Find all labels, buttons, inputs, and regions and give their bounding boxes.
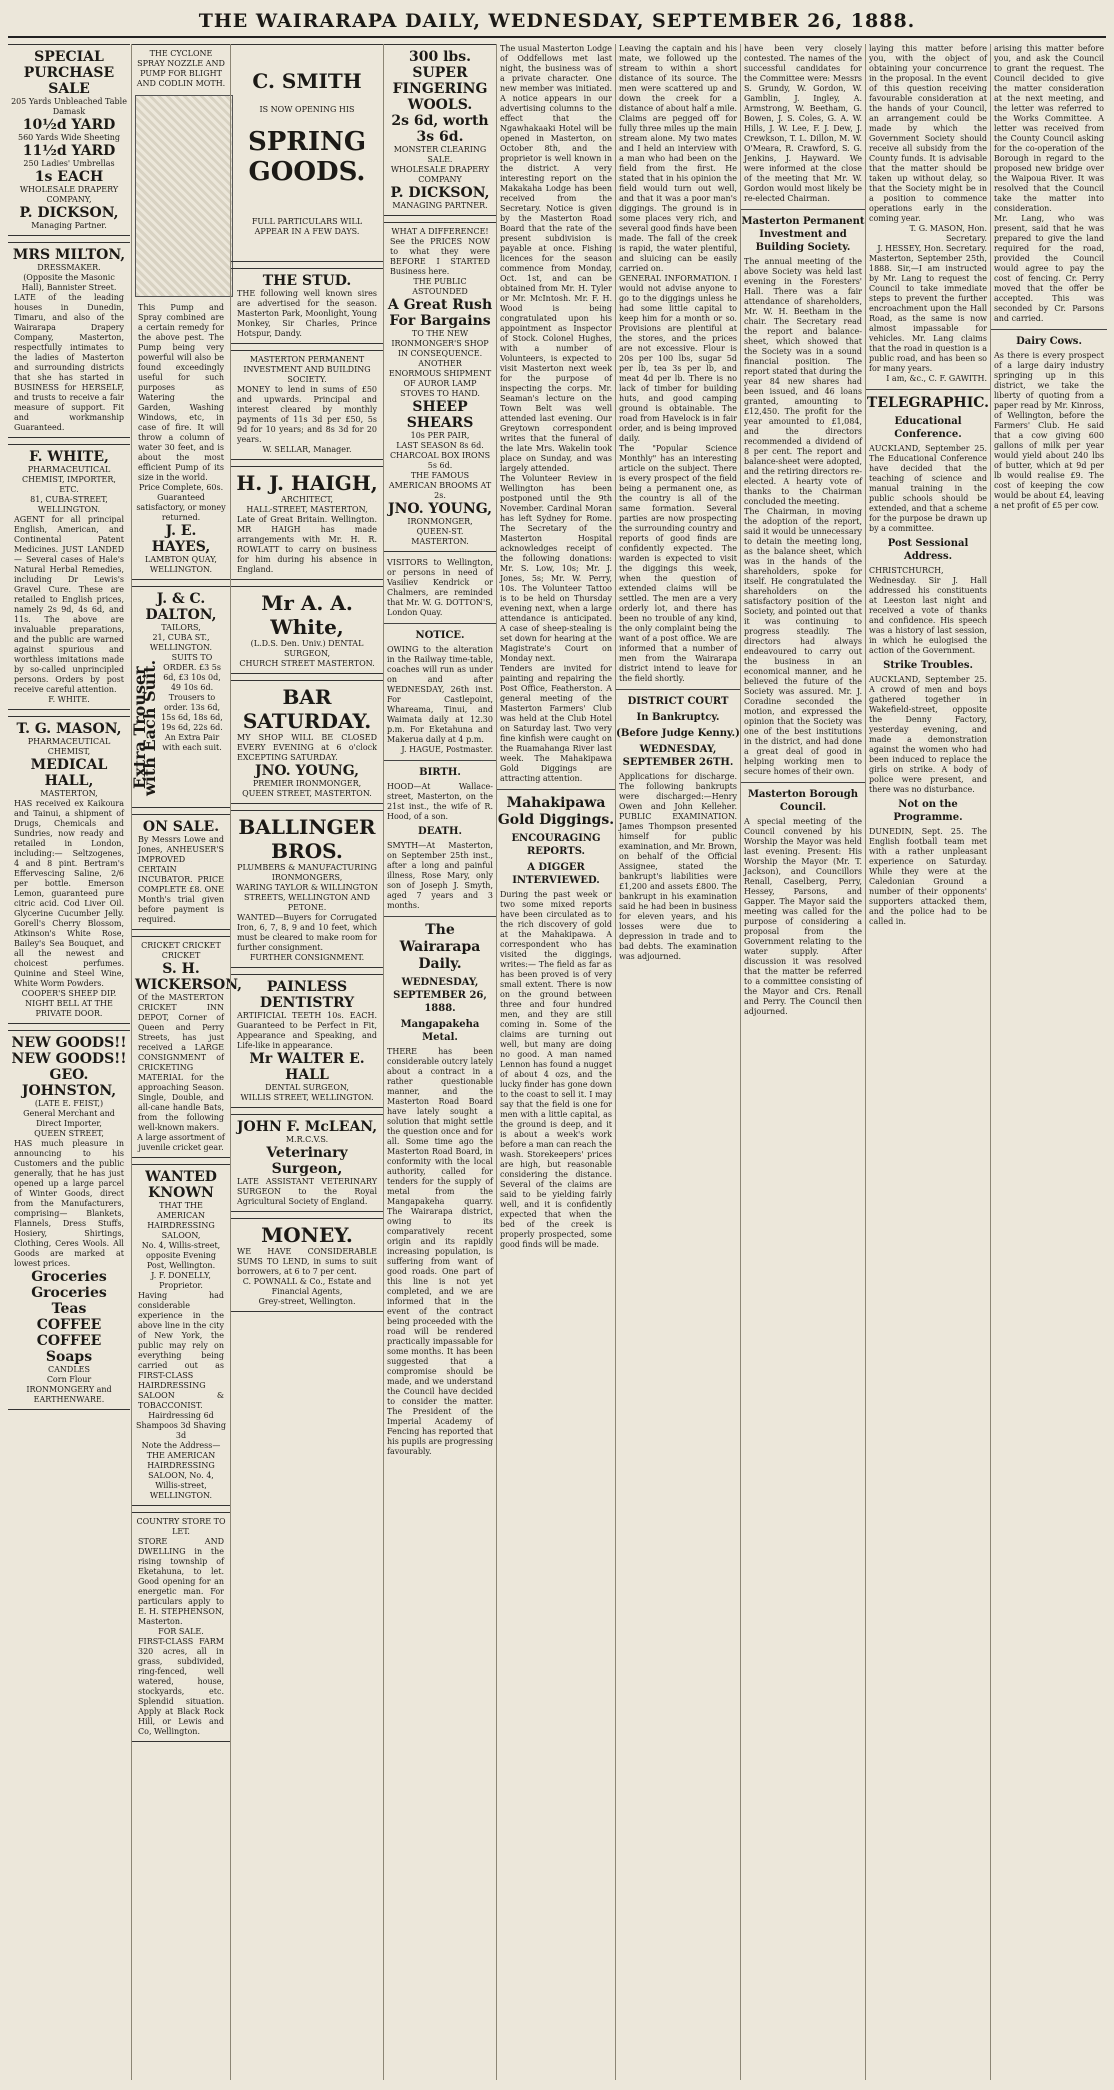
ad-role: ARCHITECT, (280, 495, 334, 504)
ad-address: HALL-STREET, MASTERTON, (246, 505, 368, 514)
ad-signature: F. WHITE. (48, 695, 90, 704)
ad-body: ARTIFICIAL TEETH 10s. EACH. Guaranteed to be Perfect in Fit, Appearance and Speaking, and Life-like in appearance. (237, 1011, 377, 1050)
ad-role: PHARMACEUTICAL CHEMIST, (27, 737, 111, 756)
news-paragraphs: The Volunteer Review in Wellington has been postponed until the 9th November. Cardinal Moran has left Sydney for Rome. The Secretary of the Masterton Hospital acknowledges receipt of the following donations: Mr. S. Low, 10s; Mr. J. Jones, 5s; Mr. W. Perry, 10s. The Volunteer Tattoo is to be held on Thursday evening next, when a large attendance is anticipated. A case of sheep-stealing is set down for hearing at the Magistrate's Court on Monday next. (500, 474, 612, 663)
ad-name: Mr A. A. White, (261, 591, 353, 639)
article-body: The "Popular Science Monthly" has an interesting article on the subject. There is every prospect of the field being a permanent one, as the country is all of the same formation. Several parties are now prospecting the surrounding country and reports of good finds are confidently expected. The warden is expected to visit the diggings this week, when the question of extended claims will be settled. The men are a very orderly lot, and there has been no trouble of any kind, the only complaint being the want of a post office. We are informed that a number of men from the Wairarapa district intend to leave for the field shortly. (619, 444, 737, 683)
ad-name: JOHN F. McLEAN, (236, 1119, 378, 1135)
ad-line: IRONMONGERY and EARTHENWARE. (26, 1385, 112, 1404)
article-body: Leaving the captain and his mate, we followed up the stream to within a short distance of its source. The men were scattered up and down the creek for a distance of about half a mile. Claims are pegged off for fully three miles up the main stream alone. My two mates and I held an interview with a man who had been on the field from the first. He stated that in his opinion the field would turn out well, and that it was a poor man's diggings. The ground is in some places very rich, and several good finds have been made. The fall of the creek is rapid, the water plentiful, and sluicing can be easily carried on. (619, 44, 737, 273)
ad-role: DRESSMAKER. (37, 263, 101, 272)
visitors-notice: VISITORS to Wellington, or persons in need of Vasiliev Kendrick or Chalmers, are reminded that Mr. W. G. DOTTON'S, London Quay. (387, 558, 493, 617)
article-body: During the past week or two some mixed reports have been circulated as to the rich discovery of gold at the Mahakipawa. A correspondent who has visited the diggings, writes:— The field as far as has been proved is of very small extent. There is now on the ground between three and four hundred men, and they are still coming in. Some of the claims are turning out well, but many are doing no good. A man named Lennon has found a nugget of about 4 ozs, and the lucky finder has gone down to the coast to sell it. I may say that the field is one for men with a little capital, as the ground is deep, and it is about a week's work before a man can reach the wash. Storekeepers' prices are high, but reasonable considering the distance. Several of the claims are said to be yielding fairly well, and it is confidently expected that when the bed of the creek is properly prospected, some good finds will be made. (500, 890, 612, 1249)
ad-role: General Merchant and Direct Importer, (23, 1109, 115, 1128)
ad-price: 10s PER PAIR, (410, 431, 470, 440)
ad-title: SPECIAL PURCHASE SALE (23, 49, 115, 97)
court-judge: (Before Judge Kenny.) (616, 728, 740, 739)
column-1 (8, 44, 130, 2080)
ballinger-ad (231, 810, 383, 968)
white-dental-ad (231, 586, 383, 674)
money-ad (231, 1218, 383, 1312)
article-title: Masterton Borough Council. (747, 789, 859, 813)
ad-subtitle: THAT THE AMERICAN HAIRDRESSING SALOON, (147, 1201, 215, 1240)
ad-title: ON SALE. (142, 819, 220, 835)
ad-address: CHURCH STREET MASTERTON. (239, 659, 375, 668)
article-body: CHRISTCHURCH, Wednesday. Sir J. Hall addressed his constituents at Leeston last night and received a vote of thanks and confidence. His speech was a history of last session, in which he eulogised the action of the Government. (869, 566, 987, 655)
news-paragraphs: Tenders are invited for painting and repairing the Post Office, Featherston. A general meeting of the Masterton Farmers' Club was held at the Club Hotel on Saturday last. Two very fine kinfish were caught on the Ruamahanga River last week. The Mahakipawa Gold Diggings are attracting attention. (500, 664, 612, 783)
ad-role: PHARMACEUTICAL CHEMIST, IMPORTER, ETC. (22, 465, 116, 494)
ad-line: 560 Yards Wide Sheeting (17, 133, 121, 142)
article-title: Masterton Permanent Investment and Building Society. (741, 216, 865, 253)
ad-name: JNO. YOUNG, (387, 501, 493, 517)
ad-title: MASTERTON PERMANENT INVESTMENT AND BUILDING SOCIETY. (243, 355, 371, 384)
article-signature: I am, &c., C. F. GAWITH. (886, 374, 987, 383)
article-title: Not on the Programme. (893, 799, 963, 823)
ad-role: PREMIER IRONMONGER, (252, 779, 362, 788)
article-body: arising this matter before you, and ask the Council to grant the request. The Council decided to give the matter consideration at the next meeting, and the letter was referred to the Works Committee. A letter was received from the County Council asking for the co-operation of the Borough in regard to the proposed new bridge over the Waipoua River. It was resolved that the Council take the matter into consideration. (994, 44, 1104, 213)
ad-address: QUEEN STREET, (34, 1129, 104, 1138)
deaths-body: SMYTH—At Masterton, on September 25th inst., after a long and painful illness, Rose Mary, only son of Joseph J. Smyth, aged 7 years and 3 months. (387, 841, 493, 910)
notice-title: NOTICE. (415, 630, 465, 641)
ad-headline: WHAT A DIFFERENCE! (391, 227, 489, 236)
ad-title: SUPER FINGERING WOOLS. (392, 65, 488, 113)
ad-body: By Messrs Lowe and Jones, ANHEUSER'S IMPROVED CERTAIN INCUBATOR. PRICE COMPLETE £8. ONE Month's trial given before payment is required. (138, 835, 224, 924)
ad-line: Corn Flour (46, 1375, 92, 1384)
ad-name: Mr WALTER E. HALL (249, 1051, 365, 1083)
country-store-ad (132, 1512, 230, 1742)
ad-line: THE PUBLIC ASTOUNDED (412, 277, 468, 296)
ad-subtitle: MONSTER CLEARING SALE. (393, 145, 487, 164)
divider (866, 389, 990, 390)
ad-subtitle: Veterinary Surgeon, (266, 1145, 348, 1177)
ad-address: MASTERTON, (40, 789, 98, 798)
ad-role: Managing Partner. (31, 221, 107, 230)
divider (616, 689, 740, 690)
ad-line: Guaranteed satisfactory, or money returned. (136, 493, 226, 522)
ad-firm: WHOLESALE DRAPERY COMPANY (390, 165, 490, 184)
ad-role: DENTAL SURGEON, (265, 1083, 349, 1092)
ad-body: This Pump and Spray combined are a certain remedy for the above pest. The Pump being very powerful will also be found exceedingly useful for such purposes as Watering the Garden, Washing Windows, etc, in case of fire. It will throw a column of water 30 feet, and is about the most efficient Pump of its size in the world. (138, 303, 224, 482)
column-6 (615, 44, 740, 2080)
extra-trouser-vertical: Extra Trouser with Each Suit. (130, 659, 159, 797)
article-title: Dairy Cows. (1016, 336, 1082, 347)
court-title: DISTRICT COURT (627, 696, 729, 707)
johnston-ad (8, 1030, 130, 1410)
section-title: TELEGRAPHIC. (866, 395, 990, 411)
ad-name: C. SMITH (252, 69, 362, 93)
ad-line: An Extra Pair with each suit. (162, 733, 222, 752)
cricket-ad (132, 936, 242, 1158)
ad-name: MRS MILTON, (12, 247, 126, 263)
ad-body: HAS much pleasure in announcing to his Customers and the public generally, that he has just opened up a large parcel of Winter Goods, direct from the Manufacturers, comprising— Blankets, Flannels, Dress Stuffs, Hosiery, Shirtings, Clothing, Ceres Wools. All Goods are marked at lowest prices. (14, 1139, 124, 1268)
ad-line: CANDLES (48, 1365, 90, 1374)
divider (741, 782, 865, 783)
editorial-date: WEDNESDAY, SEPTEMBER 26, 1888. (393, 977, 487, 1014)
ad-title: THE CYCLONE SPRAY NOZZLE AND PUMP FOR BLIGHT AND CODLIN MOTH. (136, 49, 226, 88)
ad-address: WILLIS STREET, WELLINGTON. (240, 1093, 374, 1102)
ad-address: 81, CUBA-STREET, WELLINGTON. (30, 495, 108, 514)
ad-headline: SPRING GOODS. (247, 127, 367, 187)
milton-ad (8, 242, 130, 438)
ad-body: LATE of the leading houses in Dunedin, Timaru, and also of the Wairarapa Drapery Company, Masterton, respectfully intimates to the ladies of Masterton and surrounding districts that she has started in BUSINESS for HERSELF, and trusts to receive a fair measure of support. Fit and workmanship Guaranteed. (14, 293, 124, 432)
ad-footer: NIGHT BELL AT THE PRIVATE DOOR. (25, 999, 113, 1018)
article-body: As there is every prospect of a large dairy industry springing up in this district, we take the liberty of quoting from a paper read by Mr. Kinross, of Wellington, before the Farmers' Club. He said that a cow giving 600 gallons of milk per year would yield about 240 lbs of butter, which at 9d per lb would realise £9. The cost of keeping the cow would be about £4, leaving a net profit of £5 per cow. (994, 351, 1104, 510)
ad-body: See the PRICES NOW to what they were BEFORE I STARTED Business here. (390, 237, 490, 276)
ad-name: S. H. WICKERSON, (135, 961, 242, 993)
article-signature: T. G. MASON, Hon. Secretary. (909, 224, 987, 243)
ad-body: MY SHOP WILL BE CLOSED EVERY EVENING at 6 o'clock EXCEPTING SATURDAY. (237, 733, 377, 762)
ad-line: CHARCOAL BOX IRONS 5s 6d. (389, 451, 491, 470)
news-paragraphs: The usual Masterton Lodge of Oddfellows met last night, the business was of a private character. One new member was initiated. A notice appears in our advertising columns to the effect that the Ngawhakaaki Hotel will be opened in Masterton, on October 8th, and the proprietor is well known in the district. A very interesting report on the Makakaha Lodge has been received from the Secretary. Notice is given by the Masterton Road Board that the rate of the present subdivision is payable at once. Fishing licences for the season commence from Monday, Oct. 1st, and can be obtained from Mr. H. Tyler or Mr. McIntosh. Mr. F. H. Wood is being congratulated upon his appointment as Inspector of Stock. Colonel Hughes, with a number of Volunteers, is expected to visit Masterton next week for the purpose of inspecting the corps. Mr. Seaman's lecture on the Town Belt was well attended last evening. Our Greytown correspondent writes that the funeral of the late Mrs. Wakelin took place on Sunday, and was largely attended. (500, 44, 612, 473)
editorial-title: Mangapakeha Metal. (400, 1019, 480, 1043)
ad-body: STORE AND DWELLING in the rising township of Eketahuna, to let. Good opening for an energetic man. For particulars apply to E. H. STEPHENSON, Masterton. (138, 1537, 224, 1626)
editorial-masthead: The Wairarapa Daily. (399, 922, 481, 972)
ad-role: MANAGING PARTNER. (392, 201, 488, 210)
ad-title: THE STUD. (262, 273, 352, 289)
ad-address: Note the Address— THE AMERICAN HAIRDRESSING SALOON, No. 4, Willis-street, WELLINGTON. (141, 1441, 221, 1500)
ad-role: (L.D.S. Den. Univ.) DENTAL SURGEON, (250, 639, 364, 658)
ad-body: Of the MASTERTON CRICKET INN DEPOT, Corner of Queen and Perry Streets, has just received a LARGE CONSIGNMENT of CRICKETING MATERIAL for the approaching Season. Single, Double, and all-cane handle Bats, from the following well-known makers. (138, 993, 224, 1132)
article-title: Strike Troubles. (883, 660, 973, 671)
ad-title: MONEY. (261, 1223, 353, 1247)
ad-line: LAST SEASON 8s 6d. (396, 441, 484, 450)
mason-ad (8, 716, 130, 1024)
ad-line: TO THE NEW IRONMONGER'S SHOP IN CONSEQUENCE. (391, 329, 489, 358)
column-3 (230, 44, 383, 2080)
ad-prices: Hairdressing 6d Shampoos 3d Shaving 3d (136, 1411, 226, 1440)
ad-title: COUNTRY STORE TO LET. (136, 1517, 226, 1536)
article-subtitle: ENCOURAGING REPORTS. (511, 833, 601, 857)
article-title: Post Sessional Address. (887, 538, 969, 562)
ad-title: WANTED KNOWN (145, 1169, 217, 1201)
ad-footer: A large assortment of juvenile cricket gear. (137, 1133, 225, 1152)
divider (384, 623, 496, 624)
hairdressing-ad (132, 1164, 230, 1506)
ad-name: J. & C. DALTON, (145, 591, 217, 623)
masthead (8, 10, 1106, 38)
column-5 (496, 44, 615, 2080)
ad-name: GEO. JOHNSTON, (21, 1067, 117, 1099)
court-subtitle: In Bankruptcy. (636, 712, 720, 723)
ad-title: FOR SALE. (158, 1627, 204, 1636)
ad-line: 205 Yards Unbleached Table Damask (11, 97, 127, 116)
ad-role: PLUMBERS & MANUFACTURING IRONMONGERS, (237, 863, 377, 882)
ad-line: 10½d YARD (22, 117, 116, 133)
ad-body: FIRST-CLASS FARM 320 acres, all in grass, subdivided, ring-fenced, well watered, house, stockyards, etc. Splendid situation. Apply at Black Rock Hill, or Lewis and Co, Wellington. (138, 1637, 224, 1736)
young-ironmonger-ad (384, 222, 496, 552)
article-body: Mr. Lang, who was present, said that he was prepared to give the land required for the road, provided the Council would agree to pay the cost of fencing. Cr. Perry moved that the offer be accepted. This was seconded by Cr. Parsons and carried. (994, 214, 1104, 323)
ad-body: Late of Great Britain. Wellington. MR HAIGH has made arrangements with Mr. H. R. ROWLATT to carry on business for him during his absence in England. (237, 515, 377, 574)
divider (991, 329, 1107, 330)
ad-subtitle: MEDICAL HALL, (30, 757, 108, 789)
column-2 (130, 44, 242, 2080)
ad-signature: C. POWNALL & Co., Estate and Financial Agents, (242, 1277, 372, 1296)
ad-headline: Teas (51, 1301, 87, 1317)
editorial-body: THERE has been considerable outcry lately about a contract in a rather questionable manner, and the Masterton Road Board have lately sought a solution that might settle the question once and for all. Some time ago the Masterton Road Board, in conformity with the local authority, called for tenders for the supply of metal from the Mangapakeha quarry. The Wairarapa district, owing to its comparatively recent origin and its rapidly increasing population, is suffering from want of good roads. One part of this line is not yet completed, and we are informed that in the event of the contract being proceeded with the road will be rendered practically impassable for some months. It has been suggested that a compromise should be made, and we understand the Council have decided to consider the matter. The President of the Imperial Academy of Fencing has reported that his pupils are progressing favourably. (387, 1047, 493, 1456)
ad-body: AGENT for all principal English, American, and Continental Patent Medicines. JUST LANDED — Several cases of Hale's Natural Herbal Remedies, including Dr Lewis's Gravel Cure. These are retailed to English prices, namely 2s 9d, 4s 6d, and 11s. The above are invaluable preparations, and the public are warned against spurious and worthless imitations made by so-called unprincipled persons. Orders by post receive careful attention. (14, 515, 124, 694)
ad-headline: 300 lbs. (409, 49, 471, 65)
article-signature: J. HESSEY, Hon. Secretary. (877, 244, 987, 253)
ad-address: WARING TAYLOR & WILLINGTON STREETS, WELLINGTON AND PETONE. (236, 883, 378, 912)
ad-line: ANOTHER (418, 359, 462, 368)
article-body: laying this matter before you, with the object of obtaining your concurrence in the proposal. In the event of this question receiving favourable consideration at the hands of your Council, an arrangement could be made by which the Government Society should receive all subsidy from the County funds. It is advisable that the matter should be taken up without delay, so that the Society might be in a position to commence operations early in the coming year. (869, 44, 987, 223)
ad-firm: WHOLESALE DRAPERY COMPANY, (19, 185, 119, 204)
spray-pump-illustration (135, 95, 233, 297)
ad-headline: CRICKET CRICKET CRICKET (141, 941, 221, 960)
ad-address: LAMBTON QUAY, WELLINGTON. (145, 555, 217, 574)
ad-body: THE following well known sires are advertised for the season. Masterton Park, Moonlight, Young Monkey, Sir Charles, Prince Hotspur, Dandy. (237, 289, 377, 338)
ad-headline: NEW GOODS!! NEW GOODS!! (11, 1035, 127, 1067)
article-body: A special meeting of the Council convened by his Worship the Mayor was held last evening. Present: His Worship the Mayor (Mr. T. Jackson), and Councillors Renall, Caselberg, Perry, Hessey, Parsons, and Gapper. The Mayor said the meeting was called for the purpose of considering a proposal from the Government relating to the water supply. After discussion it was resolved that the matter be referred to a committee consisting of the Mayor and Crs. Renall and Perry. The Council then adjourned. (744, 817, 862, 1016)
building-society-ad (231, 350, 383, 460)
ad-headline: Soaps (45, 1349, 93, 1365)
ad-address: (Opposite the Masonic Hall), Bannister Street. (21, 273, 117, 292)
ad-headline: SHEEP SHEARS (406, 399, 474, 431)
ad-address: QUEEN STREET, MASTERTON. (242, 789, 372, 798)
ad-subtitle: (LATE E. FEIST,) (34, 1099, 104, 1108)
article-title: Educational Conference. (894, 416, 962, 440)
divider (497, 789, 615, 790)
ad-role: TAILORS, (161, 623, 201, 632)
divider (384, 916, 496, 917)
bar-saturday-ad (231, 680, 383, 804)
special-purchase-ad (8, 44, 130, 236)
painless-dentistry-ad (231, 974, 383, 1108)
ad-body: WE HAVE CONSIDERABLE SUMS TO LEND, in sums to suit borrowers, at 6 to 7 per cent. (237, 1247, 377, 1276)
ad-body: WANTED—Buyers for Corrugated Iron, 6, 7, 8, 9 and 10 feet, which must be cleared to make room for further consignment. (237, 913, 377, 952)
ad-footer: FURTHER CONSIGNMENT. (249, 953, 365, 962)
ad-name: J. F. DONELLY, Proprietor. (151, 1271, 211, 1290)
ad-role: M.R.C.V.S. (285, 1135, 329, 1144)
ad-body: LATE ASSISTANT VETERINARY SURGEON to the Royal Agricultural Society of England. (237, 1177, 377, 1206)
ad-address: QUEEN-ST. MASTERTON. (411, 527, 469, 546)
article-body: The annual meeting of the above Society was held last evening in the Foresters' Hall. There was a fair attendance of shareholders, Mr. W. H. Beetham in the chair. The Secretary read the report and balance-sheet, which showed that the Society was in a sound financial position. The report stated that during the year 84 new shares had been issued, and 46 loans granted, amounting to £12,450. The profit for the year amounted to £1,084, and the directors recommended a dividend of 8 per cent. The report and balance-sheet were adopted, and the retiring directors re-elected. A hearty vote of thanks to the Chairman concluded the meeting. (744, 257, 862, 506)
ad-line: Trousers to order. 13s 6d, 15s 6d, 18s 6d, 19s 6d, 22s 6d. (161, 693, 223, 732)
fingering-wools-ad (384, 44, 496, 216)
ad-body: Having had considerable experience in the above line in the city of New York, the public may rely on everything being carried out as FIRST-CLASS HAIRDRESSING SALOON & TOBACCONIST. (138, 1291, 224, 1410)
ad-footer: FULL PARTICULARS WILL APPEAR IN A FEW DAYS. (251, 217, 363, 236)
divider (384, 760, 496, 761)
ad-line: ENORMOUS SHIPMENT OF AUROR LAMP STOVES TO HAND. (388, 369, 492, 398)
divider (741, 209, 865, 210)
ad-subtitle: IS NOW OPENING HIS (259, 105, 355, 114)
incubator-ad (132, 814, 230, 930)
stud-ad (231, 268, 383, 344)
ad-price: 2s 6d, worth 3s 6d. (391, 113, 489, 145)
column-4 (383, 44, 496, 2080)
mclean-ad (231, 1114, 383, 1212)
smith-spring-goods-ad (231, 44, 383, 262)
court-date: WEDNESDAY, SEPTEMBER 26TH. (622, 744, 734, 768)
ad-body: MONEY to lend in sums of £50 and upwards. Principal and interest cleared by monthly payments of 11s 3d per £50, 5s 9d for 10 years; and 8s 3d for 20 years. (237, 385, 377, 444)
masthead-title: THE WAIRARAPA DAILY, WEDNESDAY, SEPTEMBER 26, 1888. (198, 10, 916, 32)
cyclone-ad (132, 44, 230, 580)
article-body: have been very closely contested. The names of the successful candidates for the Committee were: Messrs S. Grundy, W. Gordon, W. Gamblin, J. Ingley, A. Armstrong, W. Beetham, G. Bowen, J. S. Coles, G. A. W. Hills, J. W. Lee, F. J. Dew, J. Crewkson, T. L. Dillon, M. W. O'Meara, R. Crawford, S. G. Jenkins, J. Hayward. We were informed at the close of the meeting that Mr. W. Gordon would most likely be re-elected Chairman. (744, 44, 862, 203)
white-ad (8, 444, 130, 710)
ad-line: 11½d YARD (22, 143, 116, 159)
births-heading: BIRTH. (419, 767, 461, 778)
haigh-ad (231, 466, 383, 580)
dalton-ad (132, 586, 230, 808)
ad-line: 250 Ladies' Umbrellas (23, 159, 115, 168)
deaths-heading: DEATH. (418, 826, 462, 837)
ad-name: T. G. MASON, (16, 721, 122, 737)
ad-footer: COOPER'S SHEEP DIP. (21, 989, 117, 998)
ad-address: 21, CUBA ST., WELLINGTON. (149, 633, 213, 652)
ad-name: JNO. YOUNG, (254, 763, 360, 779)
ad-line: 1s EACH (34, 169, 104, 185)
article-body: GENERAL INFORMATION. I would not advise anyone to go to the diggings unless he had some little capital to keep him for a month or so. Provisions are plentiful at the stores, and the prices are not excessive. Flour is 20s per 100 lbs, sugar 5d per lb, tea 3s per lb, and meat 4d per lb. There is no lack of timber for building huts, and good camping ground is obtainable. The road from Havelock is in fair order, and is being improved daily. (619, 274, 737, 443)
ad-name: P. DICKSON, (19, 205, 119, 221)
ad-price: Price Complete, 60s. (138, 483, 224, 492)
article-subtitle: A DIGGER INTERVIEWED. (512, 862, 600, 886)
column-7 (740, 44, 865, 2080)
ad-address: No. 4, Willis-street, opposite Evening Post, Wellington. (141, 1241, 221, 1270)
ad-body: HAS received ex Kaikoura and Tainui, a shipment of Drugs, Chemicals and Sundries, now ready and retailed in London, including:— Seltzogenes, 4 and 8 pint. Bertram's Effervescing Saline, 2/6 per bottle. Emerson Lemon, guaranteed pure citric acid. Cod Liver Oil. Glycerine Cucumber Jelly. Gorell's Cherry Blossom, Atkinson's White Rose, Bailey's Sea Bouquet, and all the newest and choicest perfumes. Quinine and Steel Wine, White Worm Powders. (14, 799, 124, 988)
notice-signature: J. HAGUE, Postmaster. (401, 745, 493, 754)
ad-headline: A Great Rush For Bargains (387, 297, 493, 329)
ad-title: BAR SATURDAY. (242, 685, 372, 733)
article-body: DUNEDIN, Sept. 25. The English football team met with a rather unpleasant experience on Saturday. While they were at the Caledonian Ground a number of their opponents' supporters attacked them, and the police had to be called in. (869, 827, 987, 926)
ad-name: J. E. HAYES, (151, 523, 211, 555)
ad-line: SUITS TO ORDER. £3 5s 6d, £3 10s 0d, 49 10s 6d. (163, 653, 221, 692)
ad-role: IRONMONGER, (407, 517, 473, 526)
births-body: HOOD—At Wallace-street, Masterton, on the 21st inst., the wife of R. Hood, of a son. (387, 782, 493, 821)
court-body: Applications for discharge. The following bankrupts were discharged:—Henry Owen and John Kelleher. PUBLIC EXAMINATION. James Thompson presented himself for public examination, and Mr. Brown, on behalf of the Official Assignee, stated the bankrupt's liabilities were £1,200 and assets £800. The bankrupt in his examination said he had been in business for eleven years, and his losses were due to depression in trade and to bad debts. The examination was adjourned. (619, 772, 737, 961)
ad-name: P. DICKSON, (390, 185, 490, 201)
ad-name: H. J. HAIGH, (236, 471, 378, 495)
column-8 (865, 44, 990, 2080)
notice-body: OWING to the alteration in the Railway time-table, coaches will run as under on and after WEDNESDAY, 26th inst. For Castlepoint, Whareama, Tinui, and Waimata daily at 12.30 p.m. For Eketahuna and Makerua daily at 4 p.m. (387, 645, 493, 744)
article-body: Masterton, September 25th, 1888. Sir,—I am instructed by Mr. Lang to request the Council to take immediate steps to prevent the further encroachment upon the Hall Road, as the same is now almost impassable for vehicles. Mr. Lang claims that the road in question is a public road, and has been so for many years. (869, 254, 987, 373)
ad-address: Grey-street, Wellington. (258, 1297, 356, 1306)
article-body: AUCKLAND, September 25. The Educational Conference have decided that the teaching of science and manual training in the public schools should be extended, and that a scheme for the purpose be drawn up by a committee. (869, 444, 987, 533)
article-title: Mahakipawa Gold Diggings. (497, 795, 615, 828)
ad-title: PAINLESS DENTISTRY (259, 979, 355, 1011)
ad-name: BALLINGER BROS. (238, 815, 376, 863)
column-9 (990, 44, 1107, 2080)
ad-line: THE FAMOUS AMERICAN BROOMS AT 2s. (388, 471, 492, 500)
ad-headline: COFFEE COFFEE (36, 1317, 102, 1349)
article-body: AUCKLAND, September 25. A crowd of men and boys gathered together in Wakefield-street, opposite the Denny Factory, yesterday evening, and made a demonstration against the women who had been induced to replace the girls on strike. A body of police were present, and there was no disturbance. (869, 675, 987, 794)
ad-signature: W. SELLAR, Manager. (262, 445, 352, 454)
article-body: The Chairman, in moving the adoption of the report, said it would be unnecessary to detain the meeting long, as the balance sheet, which was in the hands of the shareholders, spoke for itself. He congratulated the shareholders on the satisfactory position of the Society, and pointed out that it was continuing to progress steadily. The directors had always endeavoured to carry out the business in an economical manner, and he believed the future of the Society was assured. Mr. J. Coradine seconded the motion, and expressed the opinion that the Society was one of the best institutions in the district, and had done a great deal of good in helping working men to secure homes of their own. (744, 507, 862, 776)
ad-headline: Groceries Groceries (31, 1269, 107, 1301)
ad-name: F. WHITE, (29, 449, 109, 465)
